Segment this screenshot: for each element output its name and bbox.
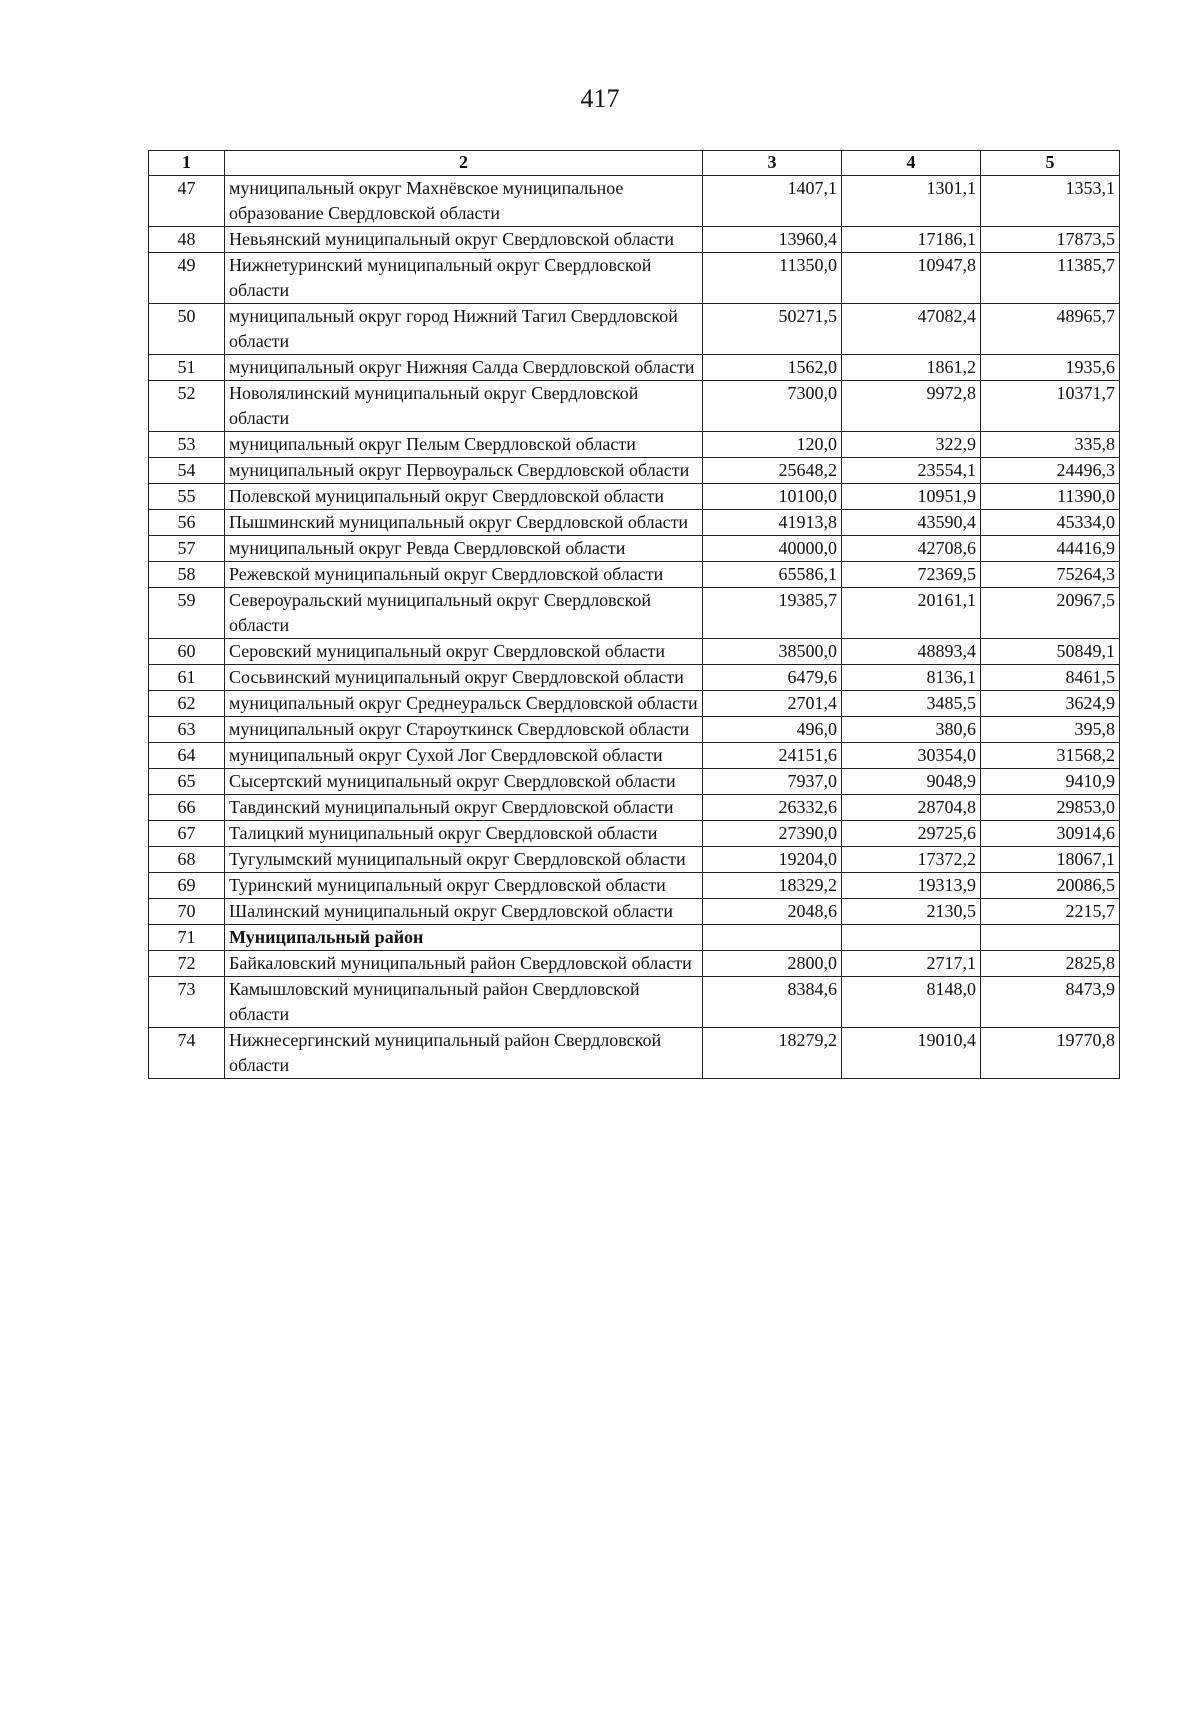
value-column-3: 2701,4 — [703, 691, 842, 717]
value-column-3: 50271,5 — [703, 304, 842, 355]
table-row — [149, 510, 1120, 536]
value-column-5: 48965,7 — [981, 304, 1120, 355]
value-column-4 — [842, 925, 981, 951]
value-column-4: 43590,4 — [842, 510, 981, 536]
column-header-4: 4 — [842, 151, 981, 176]
value-column-5: 395,8 — [981, 717, 1120, 743]
table-row — [149, 717, 1120, 743]
municipality-name: Новолялинский муниципальный округ Свердловской области — [225, 381, 703, 432]
value-column-4: 1301,1 — [842, 176, 981, 227]
value-column-3: 19385,7 — [703, 588, 842, 639]
row-number: 62 — [149, 691, 225, 717]
value-column-5: 45334,0 — [981, 510, 1120, 536]
value-column-3: 1562,0 — [703, 355, 842, 381]
value-column-5: 29853,0 — [981, 795, 1120, 821]
value-column-5: 8473,9 — [981, 977, 1120, 1028]
value-column-3: 10100,0 — [703, 484, 842, 510]
value-column-4: 19010,4 — [842, 1028, 981, 1079]
value-column-4: 72369,5 — [842, 562, 981, 588]
value-column-4: 10951,9 — [842, 484, 981, 510]
value-column-3: 1407,1 — [703, 176, 842, 227]
value-column-3: 8384,6 — [703, 977, 842, 1028]
value-column-3: 41913,8 — [703, 510, 842, 536]
municipality-name: Тавдинский муниципальный округ Свердловской области — [225, 795, 703, 821]
value-column-3: 27390,0 — [703, 821, 842, 847]
value-column-3: 25648,2 — [703, 458, 842, 484]
value-column-5: 20967,5 — [981, 588, 1120, 639]
table-row — [149, 691, 1120, 717]
column-header-2: 2 — [225, 151, 703, 176]
value-column-5: 3624,9 — [981, 691, 1120, 717]
value-column-4: 17372,2 — [842, 847, 981, 873]
table-row — [149, 821, 1120, 847]
table-row — [149, 899, 1120, 925]
value-column-4: 48893,4 — [842, 639, 981, 665]
value-column-3: 24151,6 — [703, 743, 842, 769]
table-row — [149, 536, 1120, 562]
row-number: 69 — [149, 873, 225, 899]
value-column-5: 1935,6 — [981, 355, 1120, 381]
column-header-5: 5 — [981, 151, 1120, 176]
value-column-5: 31568,2 — [981, 743, 1120, 769]
value-column-4: 9972,8 — [842, 381, 981, 432]
value-column-3: 11350,0 — [703, 253, 842, 304]
value-column-3: 7937,0 — [703, 769, 842, 795]
row-number: 48 — [149, 227, 225, 253]
table-row — [149, 977, 1120, 1028]
row-number: 54 — [149, 458, 225, 484]
value-column-3: 120,0 — [703, 432, 842, 458]
municipality-name: Талицкий муниципальный округ Свердловской области — [225, 821, 703, 847]
value-column-4: 17186,1 — [842, 227, 981, 253]
value-column-5: 2215,7 — [981, 899, 1120, 925]
municipality-name: муниципальный округ Староуткинск Свердловской области — [225, 717, 703, 743]
table-row — [149, 432, 1120, 458]
municipality-name: Режевской муниципальный округ Свердловской области — [225, 562, 703, 588]
row-number: 58 — [149, 562, 225, 588]
value-column-4: 3485,5 — [842, 691, 981, 717]
municipality-name: Нижнесергинский муниципальный район Свердловской области — [225, 1028, 703, 1079]
municipality-name: муниципальный округ Первоуральск Свердловской области — [225, 458, 703, 484]
value-column-5: 17873,5 — [981, 227, 1120, 253]
row-number: 72 — [149, 951, 225, 977]
row-number: 50 — [149, 304, 225, 355]
value-column-4: 23554,1 — [842, 458, 981, 484]
value-column-5: 8461,5 — [981, 665, 1120, 691]
municipality-name: муниципальный округ город Нижний Тагил Свердловской области — [225, 304, 703, 355]
municipality-name: Туринский муниципальный округ Свердловской области — [225, 873, 703, 899]
value-column-3 — [703, 925, 842, 951]
column-header-3: 3 — [703, 151, 842, 176]
value-column-3: 7300,0 — [703, 381, 842, 432]
value-column-4: 42708,6 — [842, 536, 981, 562]
value-column-3: 19204,0 — [703, 847, 842, 873]
row-number: 57 — [149, 536, 225, 562]
value-column-5: 10371,7 — [981, 381, 1120, 432]
row-number: 64 — [149, 743, 225, 769]
row-number: 70 — [149, 899, 225, 925]
table-row — [149, 484, 1120, 510]
table-body — [149, 176, 1120, 1079]
value-column-5: 18067,1 — [981, 847, 1120, 873]
municipality-name: Серовский муниципальный округ Свердловской области — [225, 639, 703, 665]
value-column-5: 75264,3 — [981, 562, 1120, 588]
row-number: 59 — [149, 588, 225, 639]
municipality-name: Сосьвинский муниципальный округ Свердловской области — [225, 665, 703, 691]
table-row — [149, 381, 1120, 432]
municipality-name: муниципальный округ Нижняя Салда Свердловской области — [225, 355, 703, 381]
value-column-5: 19770,8 — [981, 1028, 1120, 1079]
value-column-4: 8136,1 — [842, 665, 981, 691]
value-column-3: 496,0 — [703, 717, 842, 743]
table-row — [149, 355, 1120, 381]
municipality-name: Байкаловский муниципальный район Свердловской области — [225, 951, 703, 977]
municipality-name: Камышловский муниципальный район Свердловской области — [225, 977, 703, 1028]
value-column-3: 6479,6 — [703, 665, 842, 691]
value-column-5: 1353,1 — [981, 176, 1120, 227]
row-number: 61 — [149, 665, 225, 691]
value-column-4: 8148,0 — [842, 977, 981, 1028]
table-row — [149, 458, 1120, 484]
municipality-name: муниципальный округ Пелым Свердловской области — [225, 432, 703, 458]
table-row — [149, 304, 1120, 355]
value-column-4: 2130,5 — [842, 899, 981, 925]
value-column-5: 20086,5 — [981, 873, 1120, 899]
row-number: 47 — [149, 176, 225, 227]
row-number: 56 — [149, 510, 225, 536]
value-column-4: 2717,1 — [842, 951, 981, 977]
value-column-3: 40000,0 — [703, 536, 842, 562]
page-number: 417 — [580, 84, 620, 113]
value-column-3: 38500,0 — [703, 639, 842, 665]
table-row — [149, 769, 1120, 795]
value-column-5: 335,8 — [981, 432, 1120, 458]
table-row — [149, 253, 1120, 304]
table-row — [149, 227, 1120, 253]
row-number: 52 — [149, 381, 225, 432]
table-row — [149, 847, 1120, 873]
value-column-4: 20161,1 — [842, 588, 981, 639]
value-column-5: 2825,8 — [981, 951, 1120, 977]
table-row — [149, 873, 1120, 899]
row-number: 51 — [149, 355, 225, 381]
table-row — [149, 951, 1120, 977]
value-column-3: 13960,4 — [703, 227, 842, 253]
municipality-name: Тугулымский муниципальный округ Свердловской области — [225, 847, 703, 873]
municipality-name: муниципальный округ Среднеуральск Свердловской области — [225, 691, 703, 717]
value-column-4: 19313,9 — [842, 873, 981, 899]
row-number: 60 — [149, 639, 225, 665]
table-row — [149, 176, 1120, 227]
row-number: 55 — [149, 484, 225, 510]
table-row — [149, 665, 1120, 691]
value-column-4: 9048,9 — [842, 769, 981, 795]
data-table — [148, 150, 1120, 1079]
municipality-name: Сысертский муниципальный округ Свердловской области — [225, 769, 703, 795]
municipality-name: Муниципальный район — [225, 925, 703, 951]
value-column-5: 11385,7 — [981, 253, 1120, 304]
municipality-name: муниципальный округ Ревда Свердловской области — [225, 536, 703, 562]
municipality-name: Полевской муниципальный округ Свердловской области — [225, 484, 703, 510]
value-column-5: 30914,6 — [981, 821, 1120, 847]
row-number: 66 — [149, 795, 225, 821]
row-number: 71 — [149, 925, 225, 951]
value-column-4: 10947,8 — [842, 253, 981, 304]
row-number: 68 — [149, 847, 225, 873]
row-number: 67 — [149, 821, 225, 847]
value-column-5 — [981, 925, 1120, 951]
table-row — [149, 925, 1120, 951]
municipality-name: Североуральский муниципальный округ Свердловской области — [225, 588, 703, 639]
value-column-4: 380,6 — [842, 717, 981, 743]
value-column-5: 44416,9 — [981, 536, 1120, 562]
table-row — [149, 588, 1120, 639]
table-row — [149, 795, 1120, 821]
value-column-3: 18279,2 — [703, 1028, 842, 1079]
table-row — [149, 562, 1120, 588]
row-number: 74 — [149, 1028, 225, 1079]
row-number: 49 — [149, 253, 225, 304]
municipality-name: Шалинский муниципальный округ Свердловской области — [225, 899, 703, 925]
table-row — [149, 639, 1120, 665]
value-column-4: 1861,2 — [842, 355, 981, 381]
row-number: 53 — [149, 432, 225, 458]
value-column-5: 9410,9 — [981, 769, 1120, 795]
municipality-name: Невьянский муниципальный округ Свердловской области — [225, 227, 703, 253]
table-header-row — [149, 151, 1120, 176]
value-column-3: 2800,0 — [703, 951, 842, 977]
value-column-4: 30354,0 — [842, 743, 981, 769]
value-column-3: 65586,1 — [703, 562, 842, 588]
row-number: 65 — [149, 769, 225, 795]
value-column-4: 322,9 — [842, 432, 981, 458]
value-column-4: 47082,4 — [842, 304, 981, 355]
value-column-3: 26332,6 — [703, 795, 842, 821]
table-row — [149, 1028, 1120, 1079]
value-column-3: 18329,2 — [703, 873, 842, 899]
value-column-5: 11390,0 — [981, 484, 1120, 510]
value-column-3: 2048,6 — [703, 899, 842, 925]
municipality-name: муниципальный округ Сухой Лог Свердловской области — [225, 743, 703, 769]
value-column-4: 28704,8 — [842, 795, 981, 821]
row-number: 63 — [149, 717, 225, 743]
municipality-name: муниципальный округ Махнёвское муниципальное образование Свердловской области — [225, 176, 703, 227]
municipality-name: Пышминский муниципальный округ Свердловской области — [225, 510, 703, 536]
value-column-4: 29725,6 — [842, 821, 981, 847]
table-row — [149, 743, 1120, 769]
value-column-5: 24496,3 — [981, 458, 1120, 484]
municipality-name: Нижнетуринский муниципальный округ Свердловской области — [225, 253, 703, 304]
row-number: 73 — [149, 977, 225, 1028]
column-header-1: 1 — [149, 151, 225, 176]
value-column-5: 50849,1 — [981, 639, 1120, 665]
